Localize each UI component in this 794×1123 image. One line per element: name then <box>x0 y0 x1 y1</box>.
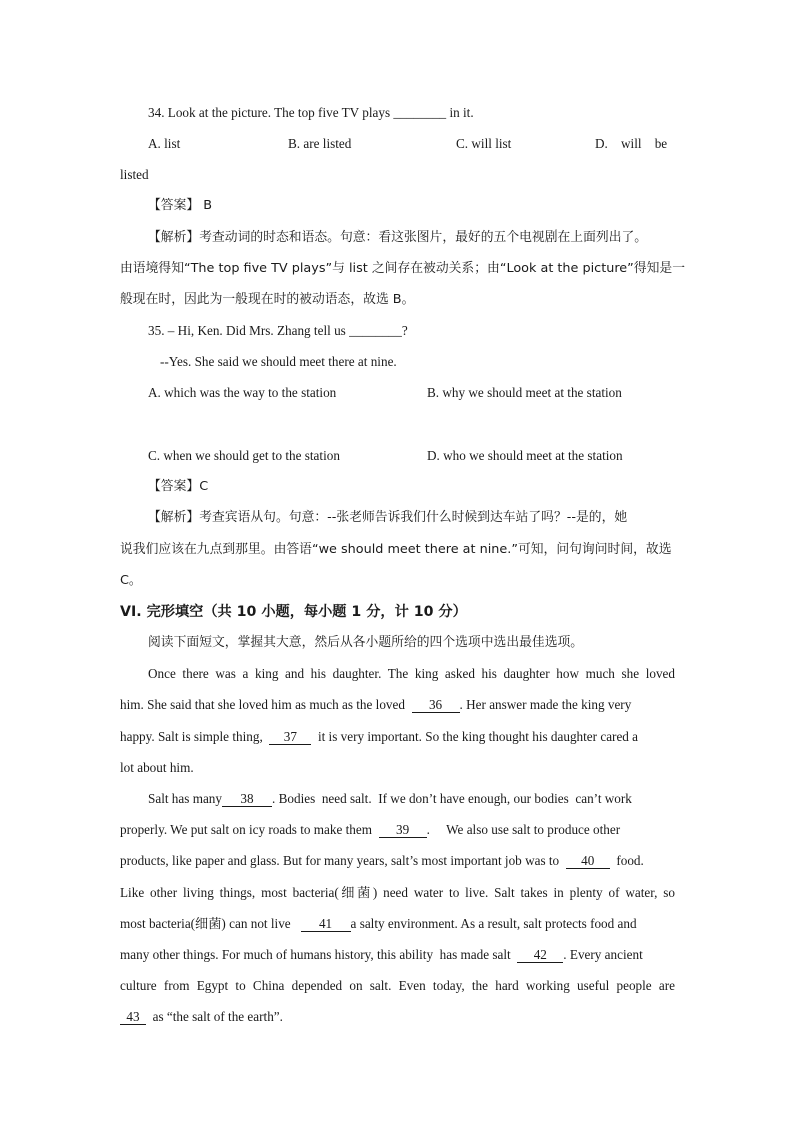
option-d: D. who we should meet at the station <box>427 448 623 463</box>
question-35-reply: --Yes. She said we should meet there at nine. <box>160 354 397 369</box>
question-35-options-row-2 <box>120 446 675 466</box>
analysis-35-line-1: 【解析】考查宾语从句。句意：--张老师告诉我们什么时候到达车站了吗？--是的，她 <box>148 510 628 525</box>
passage-line: properly. We put salt on icy roads to make them 39 . We also use salt to produce other <box>120 822 621 837</box>
answer-34: 【答案】 B <box>148 198 213 213</box>
analysis-34-line-3: 般现在时，因此为一般现在时的被动语态，故选 B。 <box>120 292 415 307</box>
option-a: A. which was the way to the station <box>148 385 337 400</box>
option-c: C. will list <box>456 136 512 151</box>
section-heading: VI. 完形填空（共 10 小题，每小题 1 分，计 10 分） <box>120 604 467 620</box>
blank-42: 42 <box>517 948 563 963</box>
passage-line: him. She said that she loved him as much as the loved 36 . Her answer made the king very <box>120 697 632 712</box>
answer-35: 【答案】C <box>148 479 209 494</box>
question-34-options <box>120 134 675 154</box>
passage-line: most bacteria(细菌) can not live 41 a salty environment. As a result, salt protects food and <box>120 916 637 931</box>
option-c: C. when we should get to the station <box>148 448 340 463</box>
option-a: A. list <box>148 136 181 151</box>
blank-36: 36 <box>412 698 460 713</box>
blank-43: 43 <box>120 1010 146 1025</box>
question-35-options-row-1 <box>120 383 675 403</box>
analysis-35-line-2: 说我们应该在九点到那里。由答语“we should meet there at nine.”可知，问句询问时间，故选 <box>120 542 672 557</box>
blank-38: 38 <box>222 792 272 807</box>
passage-line: lot about him. <box>120 760 194 775</box>
passage-line: many other things. For much of humans history, this ability has made salt 42 . Every ancient <box>120 947 643 962</box>
option-b: B. why we should meet at the station <box>427 385 622 400</box>
passage-line: products, like paper and glass. But for many years, salt’s most important job was to 40 food. <box>120 853 644 868</box>
blank-41: 41 <box>301 917 351 932</box>
option-d: D. will be <box>595 136 668 151</box>
passage-line: culture from Egypt to China depended on salt. Even today, the hard working useful people are <box>120 978 675 993</box>
option-b: B. are listed <box>288 136 352 151</box>
analysis-34-line-1: 【解析】考查动词的时态和语态。句意：看这张图片，最好的五个电视剧在上面列出了。 <box>148 230 648 245</box>
question-35-stem: 35. – Hi, Ken. Did Mrs. Zhang tell us ________? <box>148 323 408 338</box>
blank-37: 37 <box>269 730 311 745</box>
passage-line: Salt has many 38 . Bodies need salt. If we don’t have enough, our bodies can’t work <box>148 791 632 806</box>
passage-line: happy. Salt is simple thing, 37 it is very important. So the king thought his daughter cared a <box>120 729 639 744</box>
analysis-35-line-3: C。 <box>120 573 142 588</box>
option-d-wrap: listed <box>120 167 149 182</box>
blank-40: 40 <box>566 854 610 869</box>
passage-line: 43 as “the salt of the earth”. <box>120 1007 675 1027</box>
blank-39: 39 <box>379 823 427 838</box>
analysis-34-line-2: 由语境得知“The top five TV plays”与 list 之间存在被动关系；由“Look at the picture”得知是一 <box>120 261 685 276</box>
passage-line: Like other living things, most bacteria(细菌) need water to live. Salt takes in plenty of water, so <box>120 885 675 900</box>
passage-line: Once there was a king and his daughter. The king asked his daughter how much she loved <box>148 666 675 681</box>
question-34-stem: 34. Look at the picture. The top five TV plays ________ in it. <box>148 105 474 120</box>
section-instruction: 阅读下面短文，掌握其大意，然后从各小题所给的四个选项中选出最佳选项。 <box>148 635 584 650</box>
